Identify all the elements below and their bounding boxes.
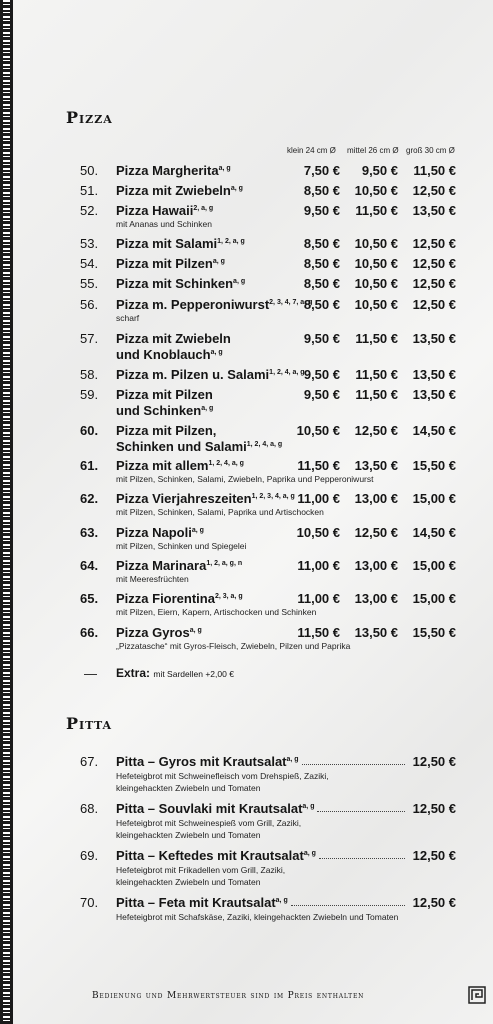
item-name: [116, 458, 244, 473]
item-name-text: Pizza m. Pepperoniwurst: [116, 297, 270, 312]
item-name-text: Pizza Marinara: [116, 558, 207, 573]
item-number: 58.: [80, 367, 99, 382]
item-name-line2: Schinken und Salami: [116, 439, 247, 454]
price-large: 13,50 €: [412, 203, 456, 218]
price-large: 14,50 €: [412, 525, 456, 540]
price-medium: 12,50 €: [354, 423, 398, 438]
allergen-codes: 1, 2, 4, a, g: [246, 441, 283, 448]
item-number: 64.: [80, 558, 99, 573]
price-small: 8,50 €: [303, 183, 340, 198]
item-number: 68.: [80, 801, 99, 816]
price-large: 12,50 €: [412, 276, 456, 291]
price-large: 15,00 €: [412, 591, 456, 606]
price: 12,50 €: [412, 848, 456, 863]
price-large: 13,50 €: [412, 387, 456, 402]
item-name: [116, 625, 202, 640]
item-number: 59.: [80, 387, 99, 402]
pitta-section-title: Pitta: [66, 714, 113, 733]
item-name: [116, 423, 216, 438]
price-medium: 10,50 €: [354, 236, 398, 251]
price-small: 7,50 €: [303, 163, 340, 178]
item-name-text: Pizza mit allem: [116, 458, 209, 473]
item-name: [116, 801, 314, 816]
allergen-codes: 1, 2, a, g: [217, 238, 245, 245]
allergen-codes: a, g: [302, 803, 315, 810]
item-name: [116, 387, 213, 402]
price-large: 15,50 €: [412, 458, 456, 473]
price-medium: 12,50 €: [354, 525, 398, 540]
allergen-codes: 1, 2, 4, a, g: [208, 460, 244, 467]
allergen-codes: 2, a, g: [193, 205, 214, 212]
item-name-text: Pitta – Gyros mit Krautsalat: [116, 754, 287, 769]
price-large: 13,50 €: [412, 331, 456, 346]
item-number: 50.: [80, 163, 99, 178]
price-small: 9,50 €: [303, 367, 340, 382]
price-large: 11,50 €: [413, 163, 456, 178]
item-name: [116, 591, 243, 606]
item-name-text: Pitta – Feta mit Krautsalat: [116, 895, 276, 910]
item-number: 65.: [80, 591, 99, 606]
price-large: 15,00 €: [412, 491, 456, 506]
item-name-text: Pizza m. Pilzen u. Salami: [116, 367, 270, 382]
allergen-codes: a, g: [286, 756, 299, 763]
price-small: 11,50 €: [297, 458, 340, 473]
item-name: [116, 525, 204, 540]
item-name: [116, 895, 288, 910]
item-name: [116, 276, 245, 291]
item-description: Hefeteigbrot mit Schafskäse, Zaziki, kleingehackten Zwiebeln und Tomaten: [116, 912, 399, 922]
allergen-codes: a, g: [233, 278, 246, 285]
price-medium: 11,50 €: [355, 203, 398, 218]
price-medium: 9,50 €: [361, 163, 398, 178]
item-name: [116, 491, 295, 506]
price-medium: 13,00 €: [354, 491, 398, 506]
price-medium: 10,50 €: [354, 297, 398, 312]
price: 12,50 €: [412, 801, 456, 816]
item-description: scharf: [116, 313, 140, 323]
price-small: 8,50 €: [303, 297, 340, 312]
item-name-text: Pizza mit Salami: [116, 236, 218, 251]
item-number: 57.: [80, 331, 99, 346]
item-name-text: Pizza mit Schinken: [116, 276, 234, 291]
price: 12,50 €: [412, 754, 456, 769]
extra-dash: —: [84, 666, 97, 681]
item-description: mit Pilzen, Schinken, Salami, Paprika und Artischocken: [116, 507, 324, 517]
item-name-text: Pizza Hawaii: [116, 203, 194, 218]
item-name-line1: Pizza mit Pilzen,: [116, 423, 217, 438]
price-medium: 13,00 €: [354, 558, 398, 573]
meander-pattern: [3, 0, 10, 1024]
price-small: 9,50 €: [303, 387, 340, 402]
price-medium: 11,50 €: [355, 367, 398, 382]
price-large: 12,50 €: [412, 183, 456, 198]
price-small: 9,50 €: [303, 331, 340, 346]
extra-note: mit Sardellen +2,00 €: [153, 669, 234, 679]
size-label-medium: mittel 26 cm Ø: [347, 146, 399, 155]
item-number: 63.: [80, 525, 99, 540]
item-name-line2-wrap: [116, 439, 282, 454]
allergen-codes: 2, 3, 4, 7, a, g: [269, 299, 313, 306]
item-number: 62.: [80, 491, 99, 506]
allergen-codes: a, g: [218, 165, 231, 172]
item-name-line2-wrap: [116, 403, 213, 418]
item-name: [116, 203, 213, 218]
price-large: 12,50 €: [412, 236, 456, 251]
item-name-text: Pitta – Keftedes mit Krautsalat: [116, 848, 304, 863]
size-label-large: groß 30 cm Ø: [406, 146, 455, 155]
item-number: 69.: [80, 848, 99, 863]
allergen-codes: 1, 2, 3, 4, a, g: [251, 493, 295, 500]
item-description: mit Pilzen, Eiern, Kapern, Artischocken und Schinken: [116, 607, 317, 617]
price-large: 14,50 €: [412, 423, 456, 438]
allergen-codes: a, g: [201, 405, 214, 412]
leader-dots: [302, 764, 405, 765]
price-small: 11,00 €: [297, 591, 340, 606]
item-number: 67.: [80, 754, 99, 769]
price-large: 15,50 €: [412, 625, 456, 640]
allergen-codes: 2, 3, a, g: [214, 593, 243, 600]
item-name: [116, 256, 225, 271]
item-name-text: Pizza mit Pilzen: [116, 256, 213, 271]
price-small: 10,50 €: [296, 423, 340, 438]
price-large: 12,50 €: [412, 256, 456, 271]
leader-dots: [291, 905, 405, 906]
item-number: 60.: [80, 423, 99, 438]
item-description: mit Ananas und Schinken: [116, 219, 212, 229]
price-medium: 13,00 €: [354, 591, 398, 606]
item-name: [116, 163, 231, 178]
item-name: [116, 754, 299, 769]
item-description: Hefeteigbrot mit Frikadellen vom Grill, Zaziki,: [116, 865, 286, 875]
price-large: 12,50 €: [412, 297, 456, 312]
allergen-codes: 1, 2, a, g, n: [206, 560, 243, 567]
price-small: 10,50 €: [296, 525, 340, 540]
meander-icon: [468, 986, 486, 1004]
item-description: Hefeteigbrot mit Schweinefleisch vom Drehspieß, Zaziki,: [116, 771, 329, 781]
item-name-line1: Pizza mit Zwiebeln: [116, 331, 231, 346]
item-number: 66.: [80, 625, 99, 640]
price-medium: 10,50 €: [354, 276, 398, 291]
price-medium: 10,50 €: [354, 183, 398, 198]
price-medium: 10,50 €: [354, 256, 398, 271]
item-name-text: Pizza mit Zwiebeln: [116, 183, 231, 198]
item-name-text: Pitta – Souvlaki mit Krautsalat: [116, 801, 303, 816]
item-name: [116, 236, 245, 251]
allergen-codes: a, g: [210, 349, 223, 356]
allergen-codes: 1, 2, 4, a, g: [269, 369, 305, 376]
item-number: 51.: [80, 183, 99, 198]
item-name: [116, 331, 231, 346]
item-name-line1: Pizza mit Pilzen: [116, 387, 213, 402]
item-name-line2: und Knoblauch: [116, 347, 211, 362]
item-number: 53.: [80, 236, 99, 251]
price-medium: 13,50 €: [354, 625, 398, 640]
extra-label: Extra:: [116, 666, 151, 680]
pizza-section-title: Pizza: [66, 108, 113, 127]
item-name: [116, 558, 242, 573]
item-name: [116, 848, 316, 863]
allergen-codes: a, g: [212, 258, 225, 265]
price-small: 11,00 €: [297, 558, 340, 573]
price-medium: 11,50 €: [355, 331, 398, 346]
item-description: „Pizzatasche“ mit Gyros-Fleisch, Zwiebeln, Pilzen und Paprika: [116, 641, 351, 651]
price-small: 8,50 €: [303, 256, 340, 271]
item-description-2: kleingehackten Zwiebeln und Tomaten: [116, 877, 261, 887]
allergen-codes: a, g: [275, 897, 288, 904]
item-name-line2: und Schinken: [116, 403, 202, 418]
extra-line: [116, 666, 234, 680]
price-small: 8,50 €: [303, 236, 340, 251]
price-large: 15,00 €: [412, 558, 456, 573]
size-label-small: klein 24 cm Ø: [287, 146, 336, 155]
item-description: Hefeteigbrot mit Schweinespieß vom Grill, Zaziki,: [116, 818, 302, 828]
item-description-2: kleingehackten Zwiebeln und Tomaten: [116, 783, 261, 793]
greek-key-border: [0, 0, 13, 1024]
price-small: 8,50 €: [303, 276, 340, 291]
item-description: mit Pilzen, Schinken und Spiegelei: [116, 541, 247, 551]
price-small: 11,00 €: [297, 491, 340, 506]
item-description: mit Pilzen, Schinken, Salami, Zwiebeln, Paprika und Pepperoniwurst: [116, 474, 374, 484]
item-name-text: Pizza Vierjahreszeiten: [116, 491, 252, 506]
price-large: 13,50 €: [412, 367, 456, 382]
allergen-codes: a, g: [189, 627, 202, 634]
item-name-line2-wrap: [116, 347, 223, 362]
item-number: 52.: [80, 203, 99, 218]
item-number: 70.: [80, 895, 99, 910]
allergen-codes: a, g: [191, 527, 204, 534]
item-description-2: kleingehackten Zwiebeln und Tomaten: [116, 830, 261, 840]
item-name: [116, 183, 243, 198]
item-number: 56.: [80, 297, 99, 312]
price-small: 9,50 €: [303, 203, 340, 218]
footer-note: Bedienung und Mehrwertsteuer sind im Preis enthalten: [92, 991, 365, 1001]
price-medium: 11,50 €: [355, 387, 398, 402]
item-name-text: Pizza Fiorentina: [116, 591, 215, 606]
price-small: 11,50 €: [297, 625, 340, 640]
item-description: mit Meeresfrüchten: [116, 574, 189, 584]
item-number: 55.: [80, 276, 99, 291]
item-name-text: Pizza Napoli: [116, 525, 192, 540]
price-medium: 13,50 €: [354, 458, 398, 473]
price: 12,50 €: [412, 895, 456, 910]
item-number: 61.: [80, 458, 99, 473]
item-name-text: Pizza Gyros: [116, 625, 190, 640]
item-name-text: Pizza Margherita: [116, 163, 219, 178]
item-number: 54.: [80, 256, 99, 271]
allergen-codes: a, g: [230, 185, 243, 192]
allergen-codes: a, g: [303, 850, 316, 857]
